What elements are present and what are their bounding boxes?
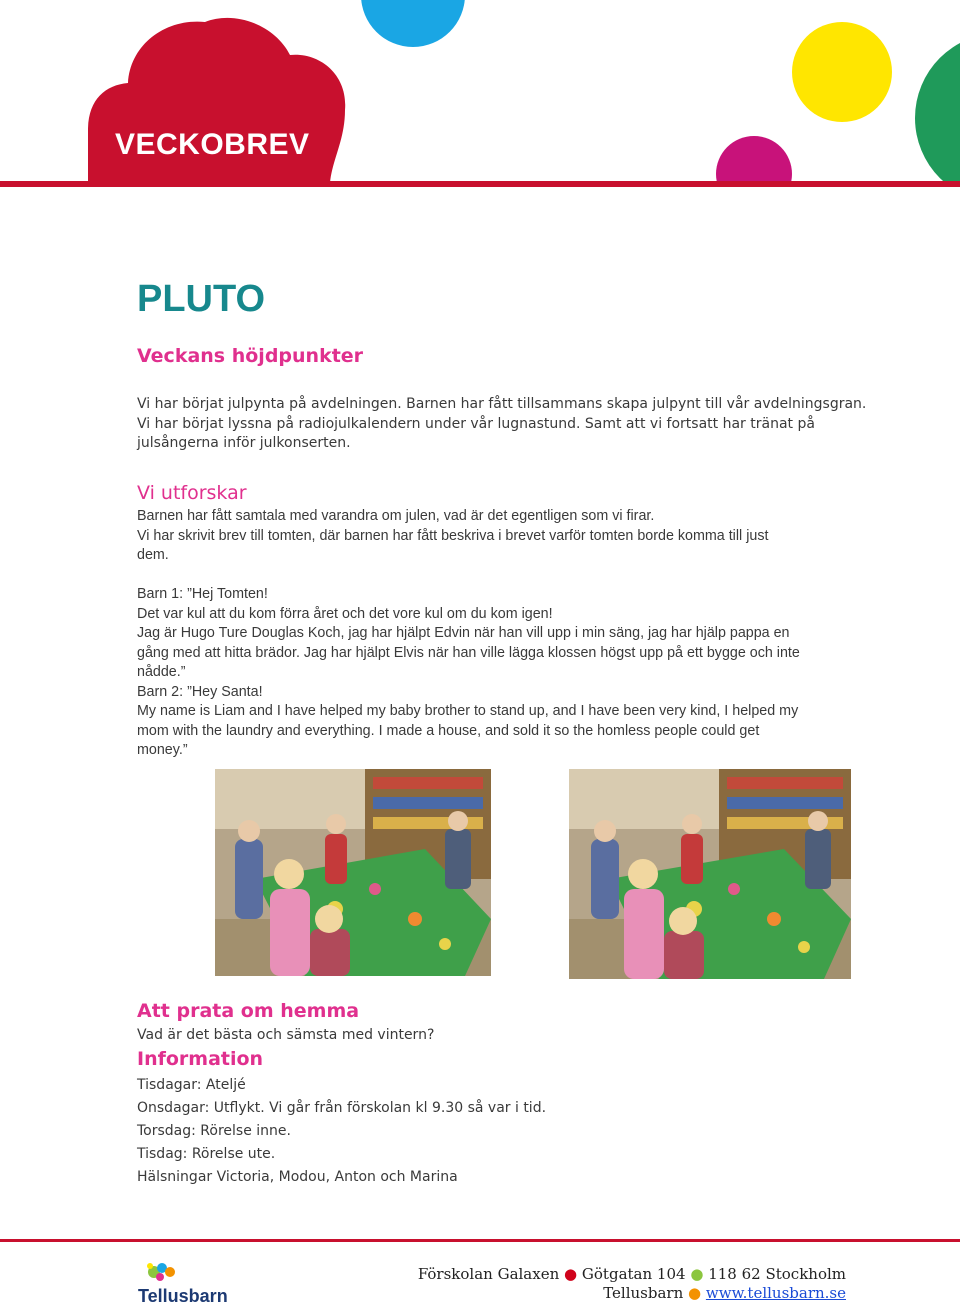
letter-line: mom with the laundry and everything. I made a house, and sold it so the homless people could get: [137, 722, 760, 739]
explore-heading: Vi utforskar: [137, 482, 247, 504]
letters-text: [137, 585, 827, 761]
tellusbarn-logo-icon: [140, 1262, 235, 1288]
information-text: [137, 1074, 827, 1189]
info-line: Hälsningar Victoria, Modou, Anton och Marina: [137, 1169, 458, 1185]
letter-line: Barn 1: ”Hej Tomten!: [137, 586, 268, 602]
highlights-heading: Veckans höjdpunkter: [137, 345, 364, 367]
explore-text: [137, 507, 827, 566]
tellusbarn-logo: [140, 1262, 235, 1288]
footer-address: [418, 1265, 846, 1283]
highlights-line: Vi har börjat julpynta på avdelningen. Barnen har fått tillsammans skapa julpynt till vår avdelningsgran.: [137, 396, 867, 412]
letter-line: Jag är Hugo Ture Douglas Koch, jag har hjälpt Edvin när han vill upp i min säng, jag har hjälp pappa en: [137, 625, 790, 641]
info-line: Onsdagar: Utflykt. Vi går från förskolan kl 9.30 så var i tid.: [137, 1100, 547, 1116]
separator-dot: ●: [690, 1265, 704, 1283]
green-circle: [915, 33, 960, 195]
school-name: Förskolan Galaxen: [417, 1265, 560, 1283]
info-line: Torsdag: Rörelse inne.: [137, 1123, 291, 1139]
footer-org: [603, 1284, 846, 1302]
explore-line: Vi har skrivit brev till tomten, där barnen har fått beskriva i brevet varför tomten borde komma till just: [137, 527, 769, 544]
postal-address: 118 62 Stockholm: [708, 1265, 846, 1283]
talk-heading: Att prata om hemma: [137, 1000, 360, 1022]
org-name: Tellusbarn: [603, 1284, 684, 1302]
letter-line: nådde.”: [137, 664, 186, 680]
letter-line: money.”: [137, 742, 188, 758]
footer-rule: [0, 1239, 960, 1242]
street-address: Götgatan 104: [581, 1265, 686, 1283]
separator-dot: ●: [564, 1265, 578, 1283]
classroom-photo-1: [215, 769, 491, 976]
yellow-circle: [792, 22, 892, 122]
separator-dot: ●: [688, 1284, 702, 1302]
explore-line: Barnen har fått samtala med varandra om julen, vad är det egentligen som vi firar.: [137, 508, 655, 524]
info-line: Tisdagar: Ateljé: [137, 1077, 246, 1093]
header-decoration: [0, 0, 960, 195]
classroom-photo-2: [569, 769, 851, 979]
explore-line: dem.: [137, 547, 169, 563]
letter-line: My name is Liam and I have helped my baby brother to stand up, and I have been very kind, I helped my: [137, 703, 799, 719]
highlights-line: julsångerna inför julkonserten.: [137, 435, 351, 451]
letter-line: Det var kul att du kom förra året och det vore kul om du kom igen!: [137, 605, 553, 622]
highlights-text: [137, 395, 867, 454]
header-banner: [0, 0, 960, 195]
info-line: Tisdag: Rörelse ute.: [137, 1146, 276, 1162]
highlights-line: Vi har börjat lyssna på radiojulkalendern under vår lugnastund. Samt att vi fortsatt har tränat på: [137, 415, 815, 432]
website-link[interactable]: www.tellusbarn.se: [705, 1284, 846, 1302]
blue-circle: [361, 0, 465, 47]
tellusbarn-logo-text: Tellusbarn: [138, 1286, 228, 1306]
letter-line: Barn 2: ”Hey Santa!: [137, 683, 263, 700]
banner-title: VECKOBREV: [115, 128, 310, 161]
letter-line: gång med att hitta brädor. Jag har hjälpt Elvis när han ville lägga klossen högst upp på ett bygge och inte: [137, 644, 800, 661]
talk-text: Vad är det bästa och sämsta med vintern?: [137, 1027, 435, 1043]
information-heading: Information: [137, 1048, 264, 1070]
page-title: PLUTO: [137, 278, 266, 320]
